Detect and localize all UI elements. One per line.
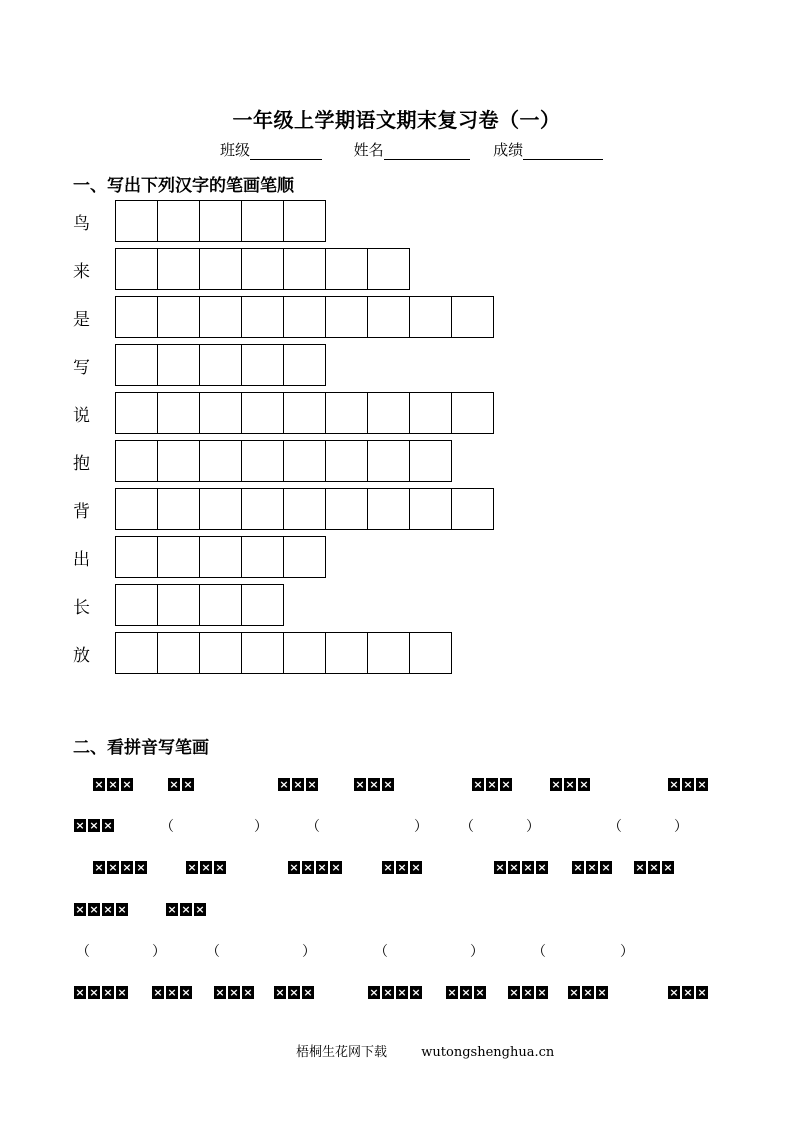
missing-glyph-group	[274, 986, 314, 999]
stroke-box[interactable]	[242, 345, 284, 385]
stroke-box[interactable]	[158, 201, 200, 241]
missing-glyph-group	[166, 903, 206, 916]
missing-glyph-icon: ×	[136, 861, 146, 874]
row-char-label: 说	[73, 406, 90, 426]
stroke-box[interactable]	[242, 633, 284, 673]
stroke-box[interactable]	[410, 441, 452, 481]
missing-glyph-icon: ×	[195, 903, 205, 916]
stroke-grid	[115, 632, 452, 674]
missing-glyph-icon: ×	[383, 778, 393, 791]
missing-glyph-group	[74, 986, 128, 999]
missing-glyph-group	[382, 861, 422, 874]
missing-glyph-icon: ×	[181, 903, 191, 916]
answer-paren-open: （	[608, 819, 622, 835]
missing-glyph-icon: ×	[122, 861, 132, 874]
stroke-grid	[115, 200, 326, 242]
stroke-box[interactable]	[116, 441, 158, 481]
missing-glyph-icon: ×	[103, 903, 113, 916]
stroke-grid	[115, 344, 326, 386]
missing-glyph-icon: ×	[279, 778, 289, 791]
stroke-box[interactable]	[242, 249, 284, 289]
missing-glyph-icon: ×	[509, 986, 519, 999]
class-label: 班级	[220, 141, 251, 159]
missing-glyph-icon: ×	[495, 861, 505, 874]
missing-glyph-icon: ×	[579, 778, 589, 791]
stroke-box[interactable]	[116, 393, 158, 433]
missing-glyph-icon: ×	[663, 861, 673, 874]
stroke-box[interactable]	[200, 393, 242, 433]
stroke-box[interactable]	[326, 489, 368, 529]
missing-glyph-icon: ×	[411, 986, 421, 999]
missing-glyph-icon: ×	[523, 861, 533, 874]
missing-glyph-icon: ×	[587, 861, 597, 874]
missing-glyph-group	[152, 986, 192, 999]
stroke-box[interactable]	[200, 441, 242, 481]
stroke-grid	[115, 488, 494, 530]
missing-glyph-icon: ×	[117, 903, 127, 916]
score-blank[interactable]	[523, 143, 603, 160]
missing-glyph-icon: ×	[683, 778, 693, 791]
missing-glyph-icon: ×	[215, 861, 225, 874]
missing-glyph-icon: ×	[383, 861, 393, 874]
missing-glyph-group	[668, 986, 708, 999]
missing-glyph-icon: ×	[669, 986, 679, 999]
stroke-box[interactable]	[116, 297, 158, 337]
answer-paren-close: ）	[254, 819, 268, 835]
row-char-label: 长	[73, 598, 90, 618]
missing-glyph-icon: ×	[243, 986, 253, 999]
missing-glyph-icon: ×	[303, 861, 313, 874]
class-blank[interactable]	[250, 143, 322, 160]
stroke-box[interactable]	[410, 297, 452, 337]
stroke-box[interactable]	[410, 393, 452, 433]
stroke-box[interactable]	[452, 393, 494, 433]
missing-glyph-icon: ×	[122, 778, 132, 791]
answer-paren-open: （	[206, 944, 220, 960]
stroke-box[interactable]	[200, 345, 242, 385]
missing-glyph-icon: ×	[317, 861, 327, 874]
missing-glyph-group	[186, 861, 226, 874]
row-char-label: 是	[73, 310, 90, 330]
missing-glyph-icon: ×	[411, 861, 421, 874]
missing-glyph-icon: ×	[169, 778, 179, 791]
stroke-box[interactable]	[326, 441, 368, 481]
missing-glyph-group	[93, 861, 147, 874]
stroke-box[interactable]	[158, 537, 200, 577]
row-char-label: 写	[73, 358, 90, 378]
answer-paren-close: ）	[152, 944, 166, 960]
missing-glyph-icon: ×	[601, 861, 611, 874]
answer-paren-open: （	[460, 819, 474, 835]
missing-glyph-icon: ×	[94, 861, 104, 874]
missing-glyph-icon: ×	[487, 778, 497, 791]
missing-glyph-group	[472, 778, 512, 791]
score-label: 成绩	[493, 141, 524, 159]
answer-paren-close: ）	[526, 819, 540, 835]
stroke-box[interactable]	[368, 249, 410, 289]
missing-glyph-icon: ×	[397, 861, 407, 874]
stroke-box[interactable]	[284, 489, 326, 529]
missing-glyph-icon: ×	[75, 986, 85, 999]
missing-glyph-icon: ×	[103, 986, 113, 999]
row-char-label: 背	[73, 502, 90, 522]
missing-glyph-icon: ×	[289, 986, 299, 999]
missing-glyph-icon: ×	[293, 778, 303, 791]
stroke-box[interactable]	[326, 249, 368, 289]
stroke-box[interactable]	[200, 201, 242, 241]
stroke-box[interactable]	[326, 393, 368, 433]
row-char-label: 来	[73, 262, 90, 282]
answer-paren-open: （	[374, 944, 388, 960]
missing-glyph-icon: ×	[153, 986, 163, 999]
stroke-box[interactable]	[242, 441, 284, 481]
missing-glyph-icon: ×	[447, 986, 457, 999]
stroke-box[interactable]	[326, 297, 368, 337]
answer-paren-open: （	[532, 944, 546, 960]
answer-paren-open: （	[76, 944, 90, 960]
stroke-box[interactable]	[242, 537, 284, 577]
name-blank[interactable]	[384, 143, 470, 160]
missing-glyph-icon: ×	[355, 778, 365, 791]
missing-glyph-icon: ×	[523, 986, 533, 999]
missing-glyph-icon: ×	[509, 861, 519, 874]
stroke-box[interactable]	[242, 393, 284, 433]
stroke-box[interactable]	[284, 633, 326, 673]
missing-glyph-icon: ×	[289, 861, 299, 874]
stroke-box[interactable]	[158, 393, 200, 433]
stroke-box[interactable]	[368, 633, 410, 673]
footer	[296, 1041, 554, 1060]
missing-glyph-icon: ×	[597, 986, 607, 999]
missing-glyph-icon: ×	[551, 778, 561, 791]
missing-glyph-icon: ×	[75, 819, 85, 832]
missing-glyph-icon: ×	[108, 778, 118, 791]
missing-glyph-group	[550, 778, 590, 791]
section2-heading: 二、看拼音写笔画	[73, 738, 209, 758]
missing-glyph-icon: ×	[475, 986, 485, 999]
missing-glyph-icon: ×	[303, 986, 313, 999]
stroke-box[interactable]	[368, 441, 410, 481]
missing-glyph-icon: ×	[369, 986, 379, 999]
student-info-line	[220, 139, 603, 160]
missing-glyph-icon: ×	[331, 861, 341, 874]
stroke-box[interactable]	[326, 633, 368, 673]
missing-glyph-icon: ×	[108, 861, 118, 874]
answer-paren-close: ）	[620, 944, 634, 960]
stroke-box[interactable]	[200, 633, 242, 673]
stroke-box[interactable]	[452, 489, 494, 529]
missing-glyph-icon: ×	[397, 986, 407, 999]
missing-glyph-group	[494, 861, 548, 874]
stroke-box[interactable]	[158, 441, 200, 481]
missing-glyph-group	[278, 778, 318, 791]
name-label: 姓名	[353, 141, 384, 159]
stroke-box[interactable]	[116, 585, 158, 625]
stroke-box[interactable]	[116, 201, 158, 241]
answer-paren-close: ）	[414, 819, 428, 835]
stroke-grid	[115, 536, 326, 578]
missing-glyph-icon: ×	[537, 986, 547, 999]
missing-glyph-icon: ×	[683, 986, 693, 999]
missing-glyph-icon: ×	[307, 778, 317, 791]
row-char-label: 出	[73, 550, 90, 570]
answer-paren-close: ）	[674, 819, 688, 835]
missing-glyph-icon: ×	[275, 986, 285, 999]
missing-glyph-icon: ×	[183, 778, 193, 791]
missing-glyph-icon: ×	[167, 986, 177, 999]
missing-glyph-group	[508, 986, 548, 999]
missing-glyph-icon: ×	[94, 778, 104, 791]
stroke-box[interactable]	[116, 633, 158, 673]
missing-glyph-icon: ×	[187, 861, 197, 874]
stroke-box[interactable]	[284, 297, 326, 337]
answer-paren-open: （	[306, 819, 320, 835]
missing-glyph-icon: ×	[569, 986, 579, 999]
missing-glyph-icon: ×	[537, 861, 547, 874]
stroke-box[interactable]	[242, 201, 284, 241]
missing-glyph-icon: ×	[649, 861, 659, 874]
stroke-box[interactable]	[158, 297, 200, 337]
stroke-box[interactable]	[410, 489, 452, 529]
stroke-box[interactable]	[368, 393, 410, 433]
stroke-box[interactable]	[200, 489, 242, 529]
stroke-box[interactable]	[200, 537, 242, 577]
missing-glyph-icon: ×	[75, 903, 85, 916]
missing-glyph-icon: ×	[167, 903, 177, 916]
missing-glyph-icon: ×	[501, 778, 511, 791]
stroke-box[interactable]	[284, 345, 326, 385]
missing-glyph-icon: ×	[89, 819, 99, 832]
stroke-box[interactable]	[200, 249, 242, 289]
stroke-box[interactable]	[158, 345, 200, 385]
missing-glyph-icon: ×	[89, 986, 99, 999]
missing-glyph-group	[668, 778, 708, 791]
stroke-box[interactable]	[368, 297, 410, 337]
page-title: 一年级上学期语文期末复习卷（一）	[232, 108, 561, 132]
stroke-box[interactable]	[158, 585, 200, 625]
missing-glyph-icon: ×	[565, 778, 575, 791]
stroke-box[interactable]	[116, 345, 158, 385]
missing-glyph-icon: ×	[201, 861, 211, 874]
stroke-box[interactable]	[158, 633, 200, 673]
stroke-box[interactable]	[158, 489, 200, 529]
missing-glyph-icon: ×	[461, 986, 471, 999]
answer-paren-close: ）	[470, 944, 484, 960]
missing-glyph-icon: ×	[229, 986, 239, 999]
missing-glyph-group	[74, 819, 114, 832]
stroke-grid	[115, 296, 494, 338]
footer-url[interactable]: wutongshenghua.cn	[421, 1045, 555, 1060]
stroke-box[interactable]	[242, 489, 284, 529]
missing-glyph-group	[288, 861, 342, 874]
stroke-box[interactable]	[368, 489, 410, 529]
missing-glyph-group	[74, 903, 128, 916]
missing-glyph-icon: ×	[117, 986, 127, 999]
missing-glyph-icon: ×	[473, 778, 483, 791]
stroke-grid	[115, 584, 284, 626]
missing-glyph-icon: ×	[89, 903, 99, 916]
missing-glyph-group	[214, 986, 254, 999]
row-char-label: 鸟	[73, 214, 90, 234]
stroke-box[interactable]	[158, 249, 200, 289]
missing-glyph-icon: ×	[573, 861, 583, 874]
stroke-box[interactable]	[452, 297, 494, 337]
missing-glyph-icon: ×	[383, 986, 393, 999]
stroke-box[interactable]	[200, 297, 242, 337]
row-char-label: 放	[73, 646, 90, 666]
stroke-grid	[115, 392, 494, 434]
stroke-box[interactable]	[116, 537, 158, 577]
stroke-box[interactable]	[284, 537, 326, 577]
section1-heading: 一、写出下列汉字的笔画笔顺	[73, 176, 294, 196]
stroke-box[interactable]	[242, 585, 284, 625]
missing-glyph-group	[634, 861, 674, 874]
missing-glyph-icon: ×	[697, 778, 707, 791]
missing-glyph-group	[446, 986, 486, 999]
missing-glyph-icon: ×	[181, 986, 191, 999]
missing-glyph-icon: ×	[215, 986, 225, 999]
stroke-grid	[115, 248, 410, 290]
missing-glyph-icon: ×	[103, 819, 113, 832]
stroke-box[interactable]	[116, 249, 158, 289]
missing-glyph-group	[368, 986, 422, 999]
stroke-box[interactable]	[284, 393, 326, 433]
stroke-box[interactable]	[116, 489, 158, 529]
stroke-box[interactable]	[200, 585, 242, 625]
missing-glyph-icon: ×	[369, 778, 379, 791]
stroke-box[interactable]	[242, 297, 284, 337]
missing-glyph-icon: ×	[583, 986, 593, 999]
footer-site-name: 梧桐生花网下载	[296, 1045, 388, 1060]
stroke-box[interactable]	[284, 441, 326, 481]
row-char-label: 抱	[73, 454, 90, 474]
answer-paren-open: （	[160, 819, 174, 835]
missing-glyph-group	[168, 778, 194, 791]
missing-glyph-group	[572, 861, 612, 874]
missing-glyph-icon: ×	[669, 778, 679, 791]
stroke-grid	[115, 440, 452, 482]
stroke-box[interactable]	[284, 249, 326, 289]
missing-glyph-icon: ×	[697, 986, 707, 999]
missing-glyph-icon: ×	[635, 861, 645, 874]
stroke-box[interactable]	[284, 201, 326, 241]
missing-glyph-group	[568, 986, 608, 999]
missing-glyph-group	[354, 778, 394, 791]
missing-glyph-group	[93, 778, 133, 791]
stroke-box[interactable]	[410, 633, 452, 673]
answer-paren-close: ）	[302, 944, 316, 960]
